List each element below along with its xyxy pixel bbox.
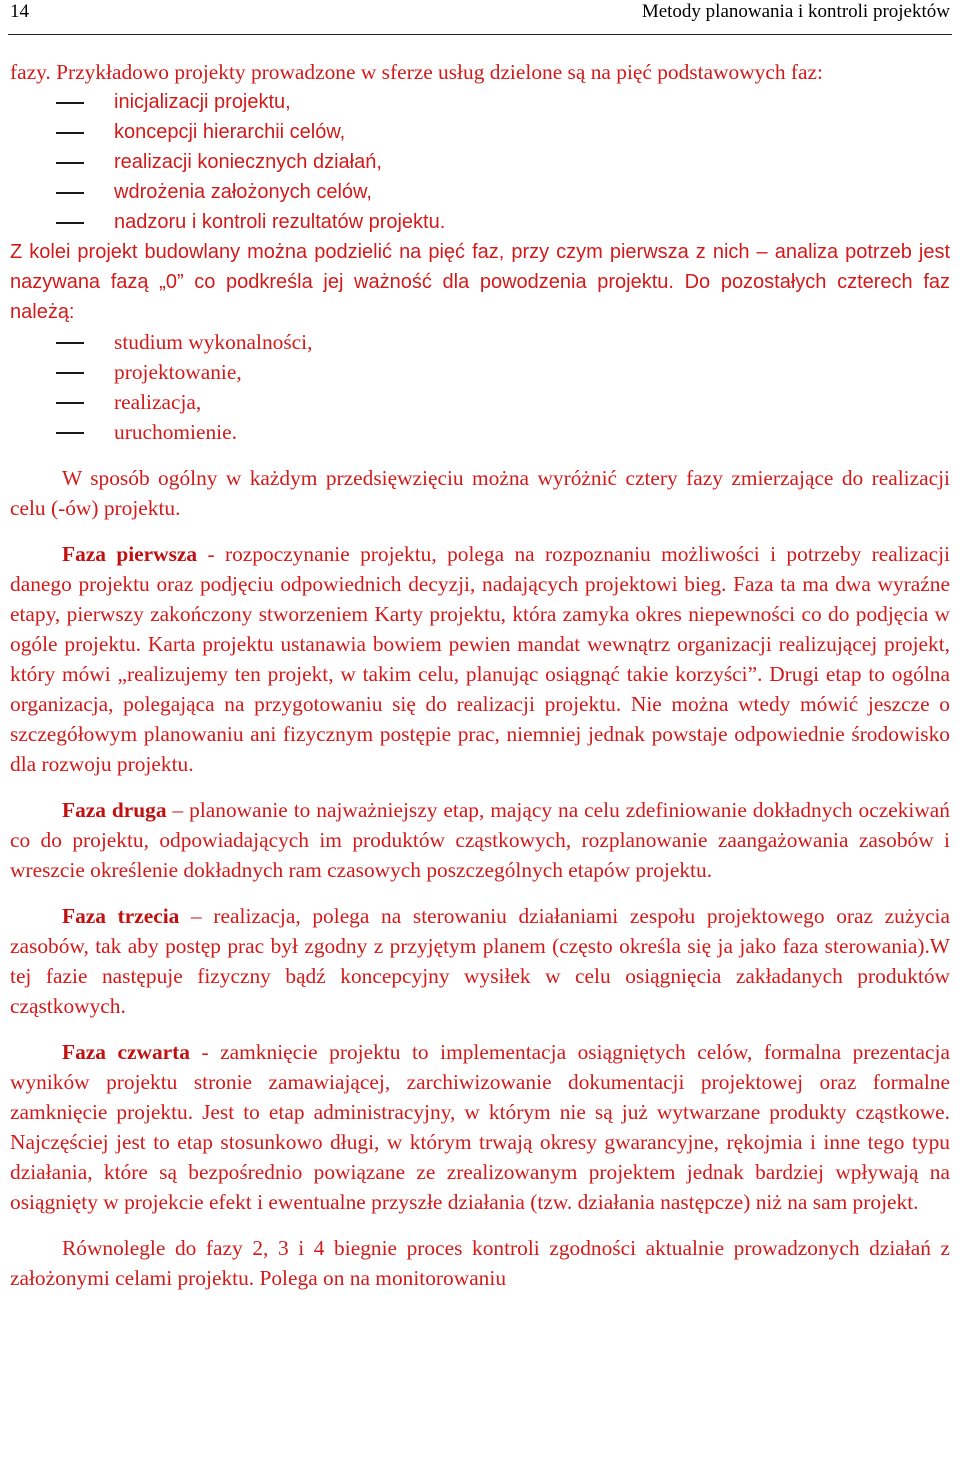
list-item: realizacji koniecznych działań,: [10, 147, 950, 177]
paragraph-intro: fazy. Przykładowo projekty prowadzone w sferze usług dzielone są na pięć podstawowych faz:: [10, 60, 823, 84]
list-item: koncepcji hierarchii celów,: [10, 117, 950, 147]
paragraph-phase-2: [10, 795, 950, 885]
page-header: [8, 0, 952, 35]
list-item: nadzoru i kontroli rezultatów projektu.: [10, 207, 950, 237]
list-item: studium wykonalności,: [10, 327, 950, 357]
phase-2-text: – planowanie to najważniejszy etap, mający na celu zdefiniowanie dokładnych oczekiwań co do projektu, odpowiadających im produktów cząstkowych, rozplanowanie zaangażowania zasobów i wreszcie określenie dokładnych ram czasowych poszczególnych etapów projektu.: [10, 798, 950, 882]
service-phases-list: [10, 87, 950, 237]
paragraph-control-process: Równolegle do fazy 2, 3 i 4 biegnie proces kontroli zgodności aktualnie prowadzonych działań z założonymi celami projektu. Polega on na monitorowaniu: [10, 1236, 950, 1290]
phase-1-text: - rozpoczynanie projektu, polega na rozpoznaniu możliwości i potrzeby realizacji danego projektu oraz podjęciu odpowiednich decyzji, nadających projektowi bieg. Faza ta ma dwa wyraźne etapy, pierwszy zakończony stworzeniem Karty projektu, która zamyka okres niepewności co do podjęcia w ogóle projektu. Karta projektu ustanawia bowiem pewien mandat wewnątrz organizacji realizującej projekt, który mówi „realizujemy ten projekt, w takim celu, planując osiągnąć takie korzyści”. Drugi etap to ogólna organizacja, polegająca na przygotowaniu się do realizacji projektu. Nie można wtedy mówić jeszcze o szczegółowym planowaniu ani fizycznym postępie prac, niemniej jednak powstaje odpowiednie środowisko dla rozwoju projektu.: [10, 542, 950, 776]
phase-3-text: – realizacja, polega na sterowaniu działaniami zespołu projektowego oraz zużycia zasobów, tak aby postęp prac był zgodny z przyjętym planem (często określa się ja jako faza sterowania).W tej fazie następuje fizyczny bądź koncepcyjny wysiłek w celu osiągnięcia zakładanych produktów cząstkowych.: [10, 904, 950, 1018]
phase-1-term: Faza pierwsza: [62, 542, 198, 566]
construction-text: Z kolei projekt budowlany można podzielić na pięć faz, przy czym pierwsza z nich – analiza potrzeb jest nazywana fazą „0” co podkreśla jej ważność dla powodzenia projektu.: [10, 241, 950, 293]
construction-phases-lead: Do pozostałych czterech faz należą:: [10, 271, 950, 323]
paragraph-construction: [10, 237, 950, 327]
paragraph-phase-3: [10, 901, 950, 1021]
page-body: [10, 57, 950, 1293]
page-number: 14: [10, 1, 29, 22]
list-item: projektowanie,: [10, 357, 950, 387]
paragraph-general-phases: W sposób ogólny w każdym przedsięwzięciu można wyróżnić cztery fazy zmierzające do realizacji celu (-ów) projektu.: [10, 466, 950, 520]
list-item: realizacja,: [10, 387, 950, 417]
list-item: wdrożenia założonych celów,: [10, 177, 950, 207]
running-title: Metody planowania i kontroli projektów: [641, 1, 950, 22]
phase-2-term: Faza druga: [62, 798, 167, 822]
phase-4-term: Faza czwarta: [62, 1040, 190, 1064]
paragraph-phase-1: [10, 539, 950, 779]
phase-4-text: - zamknięcie projektu to implementacja osiągniętych celów, formalna prezentacja wyników projektu stronie zamawiającej, zarchiwizowanie dokumentacji projektowej oraz formalne zamknięcie projektu. Jest to etap administracyjny, w którym nie są już wytwarzane produkty cząstkowe. Najczęściej jest to etap stosunkowo długi, w którym trwają okresy gwarancyjne, rękojmia i inne tego typu działania, które są bezpośrednio powiązane ze zrealizowanym projektem jednak bardziej wpływają na osiągnięty w projekcie efekt i ewentualne przyszłe działania (tzw. działania następcze) niż na sam projekt.: [10, 1040, 950, 1214]
paragraph-phase-4: [10, 1037, 950, 1217]
list-item: inicjalizacji projektu,: [10, 87, 950, 117]
construction-phases-list: [10, 327, 950, 447]
phase-3-term: Faza trzecia: [62, 904, 180, 928]
list-item: uruchomienie.: [10, 417, 950, 447]
